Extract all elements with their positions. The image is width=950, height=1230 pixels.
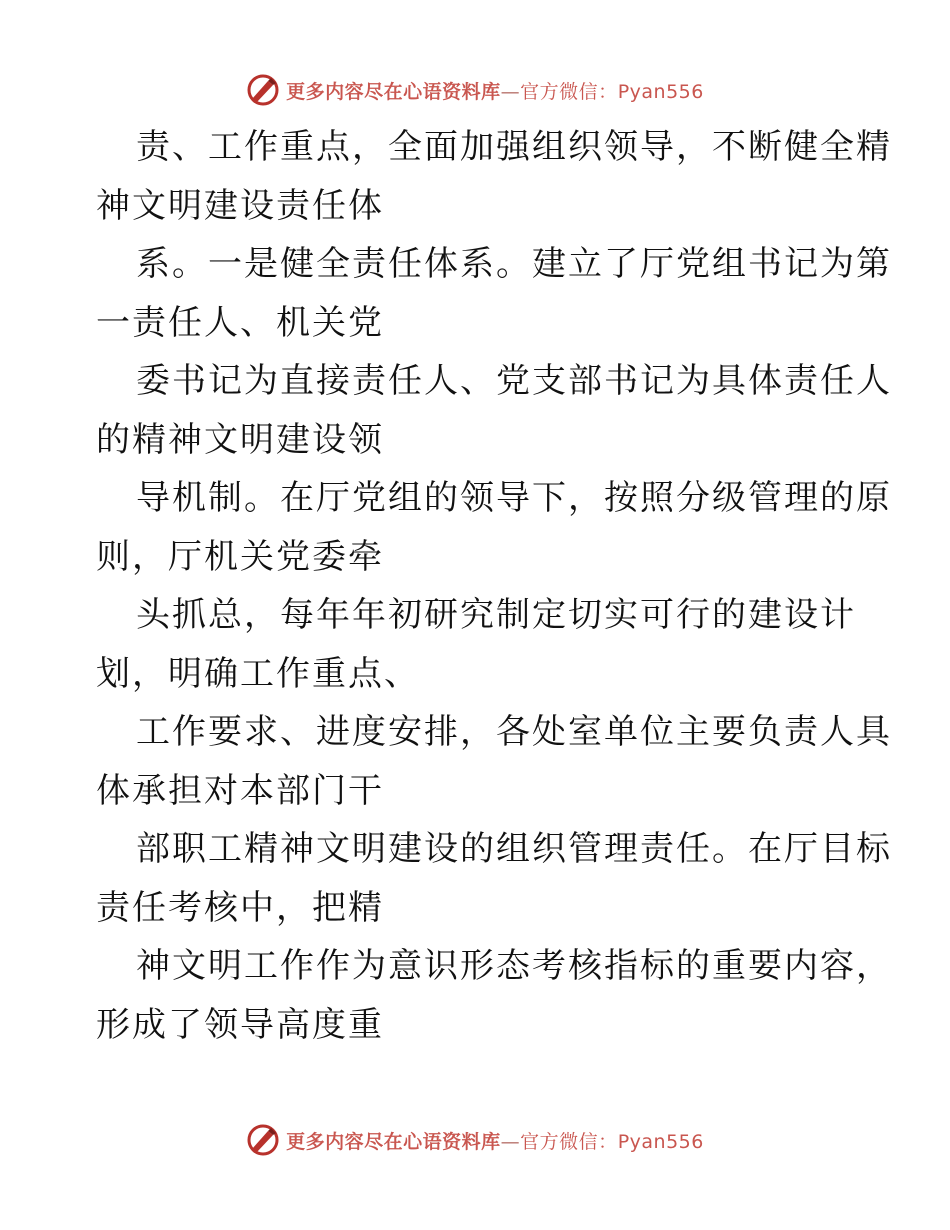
header-banner [0, 68, 950, 112]
text-line: 委书记为直接责任人、党支部书记为具体责任人 [136, 361, 892, 401]
text-line: 体承担对本部门干 [96, 770, 384, 811]
text-line: 神文明建设责任体 [96, 185, 384, 226]
text-line: 一责任人、机关党 [96, 302, 384, 343]
text-line: 部职工精神文明建设的组织管理责任。在厅目标 [136, 829, 892, 869]
document-body [96, 118, 892, 1054]
banner-text [286, 1127, 704, 1154]
banner-main-text: 更多内容尽在心语资料库 [286, 1130, 501, 1153]
text-line: 责任考核中，把精 [96, 887, 384, 928]
text-line: 神文明工作作为意识形态考核指标的重要内容， [136, 946, 892, 986]
banner-separator: — [500, 80, 521, 103]
banner-separator: — [500, 1130, 521, 1153]
text-line: 导机制。在厅党组的领导下，按照分级管理的原 [136, 478, 892, 518]
banner-main-text: 更多内容尽在心语资料库 [286, 80, 501, 103]
text-line: 责、工作重点，全面加强组织领导，不断健全精 [136, 127, 892, 167]
seal-pen-logo-icon [246, 1123, 280, 1157]
banner-text [286, 77, 704, 104]
text-line: 工作要求、进度安排，各处室单位主要负责人具 [136, 712, 892, 752]
footer-banner [0, 1118, 950, 1162]
seal-pen-logo-icon [246, 73, 280, 107]
text-line: 的精神文明建设领 [96, 419, 384, 460]
banner-wechat-label: 官方微信： [520, 1130, 618, 1153]
text-line: 头抓总，每年年初研究制定切实可行的建设计 [136, 595, 856, 635]
banner-wechat-label: 官方微信： [520, 80, 618, 103]
banner-wechat-id: Pyan556 [617, 80, 704, 103]
text-line: 形成了领导高度重 [96, 1004, 384, 1045]
text-line: 则，厅机关党委牵 [96, 536, 384, 577]
text-line: 系。一是健全责任体系。建立了厅党组书记为第 [136, 244, 892, 284]
text-line: 划，明确工作重点、 [96, 653, 420, 694]
banner-wechat-id: Pyan556 [617, 1130, 704, 1153]
